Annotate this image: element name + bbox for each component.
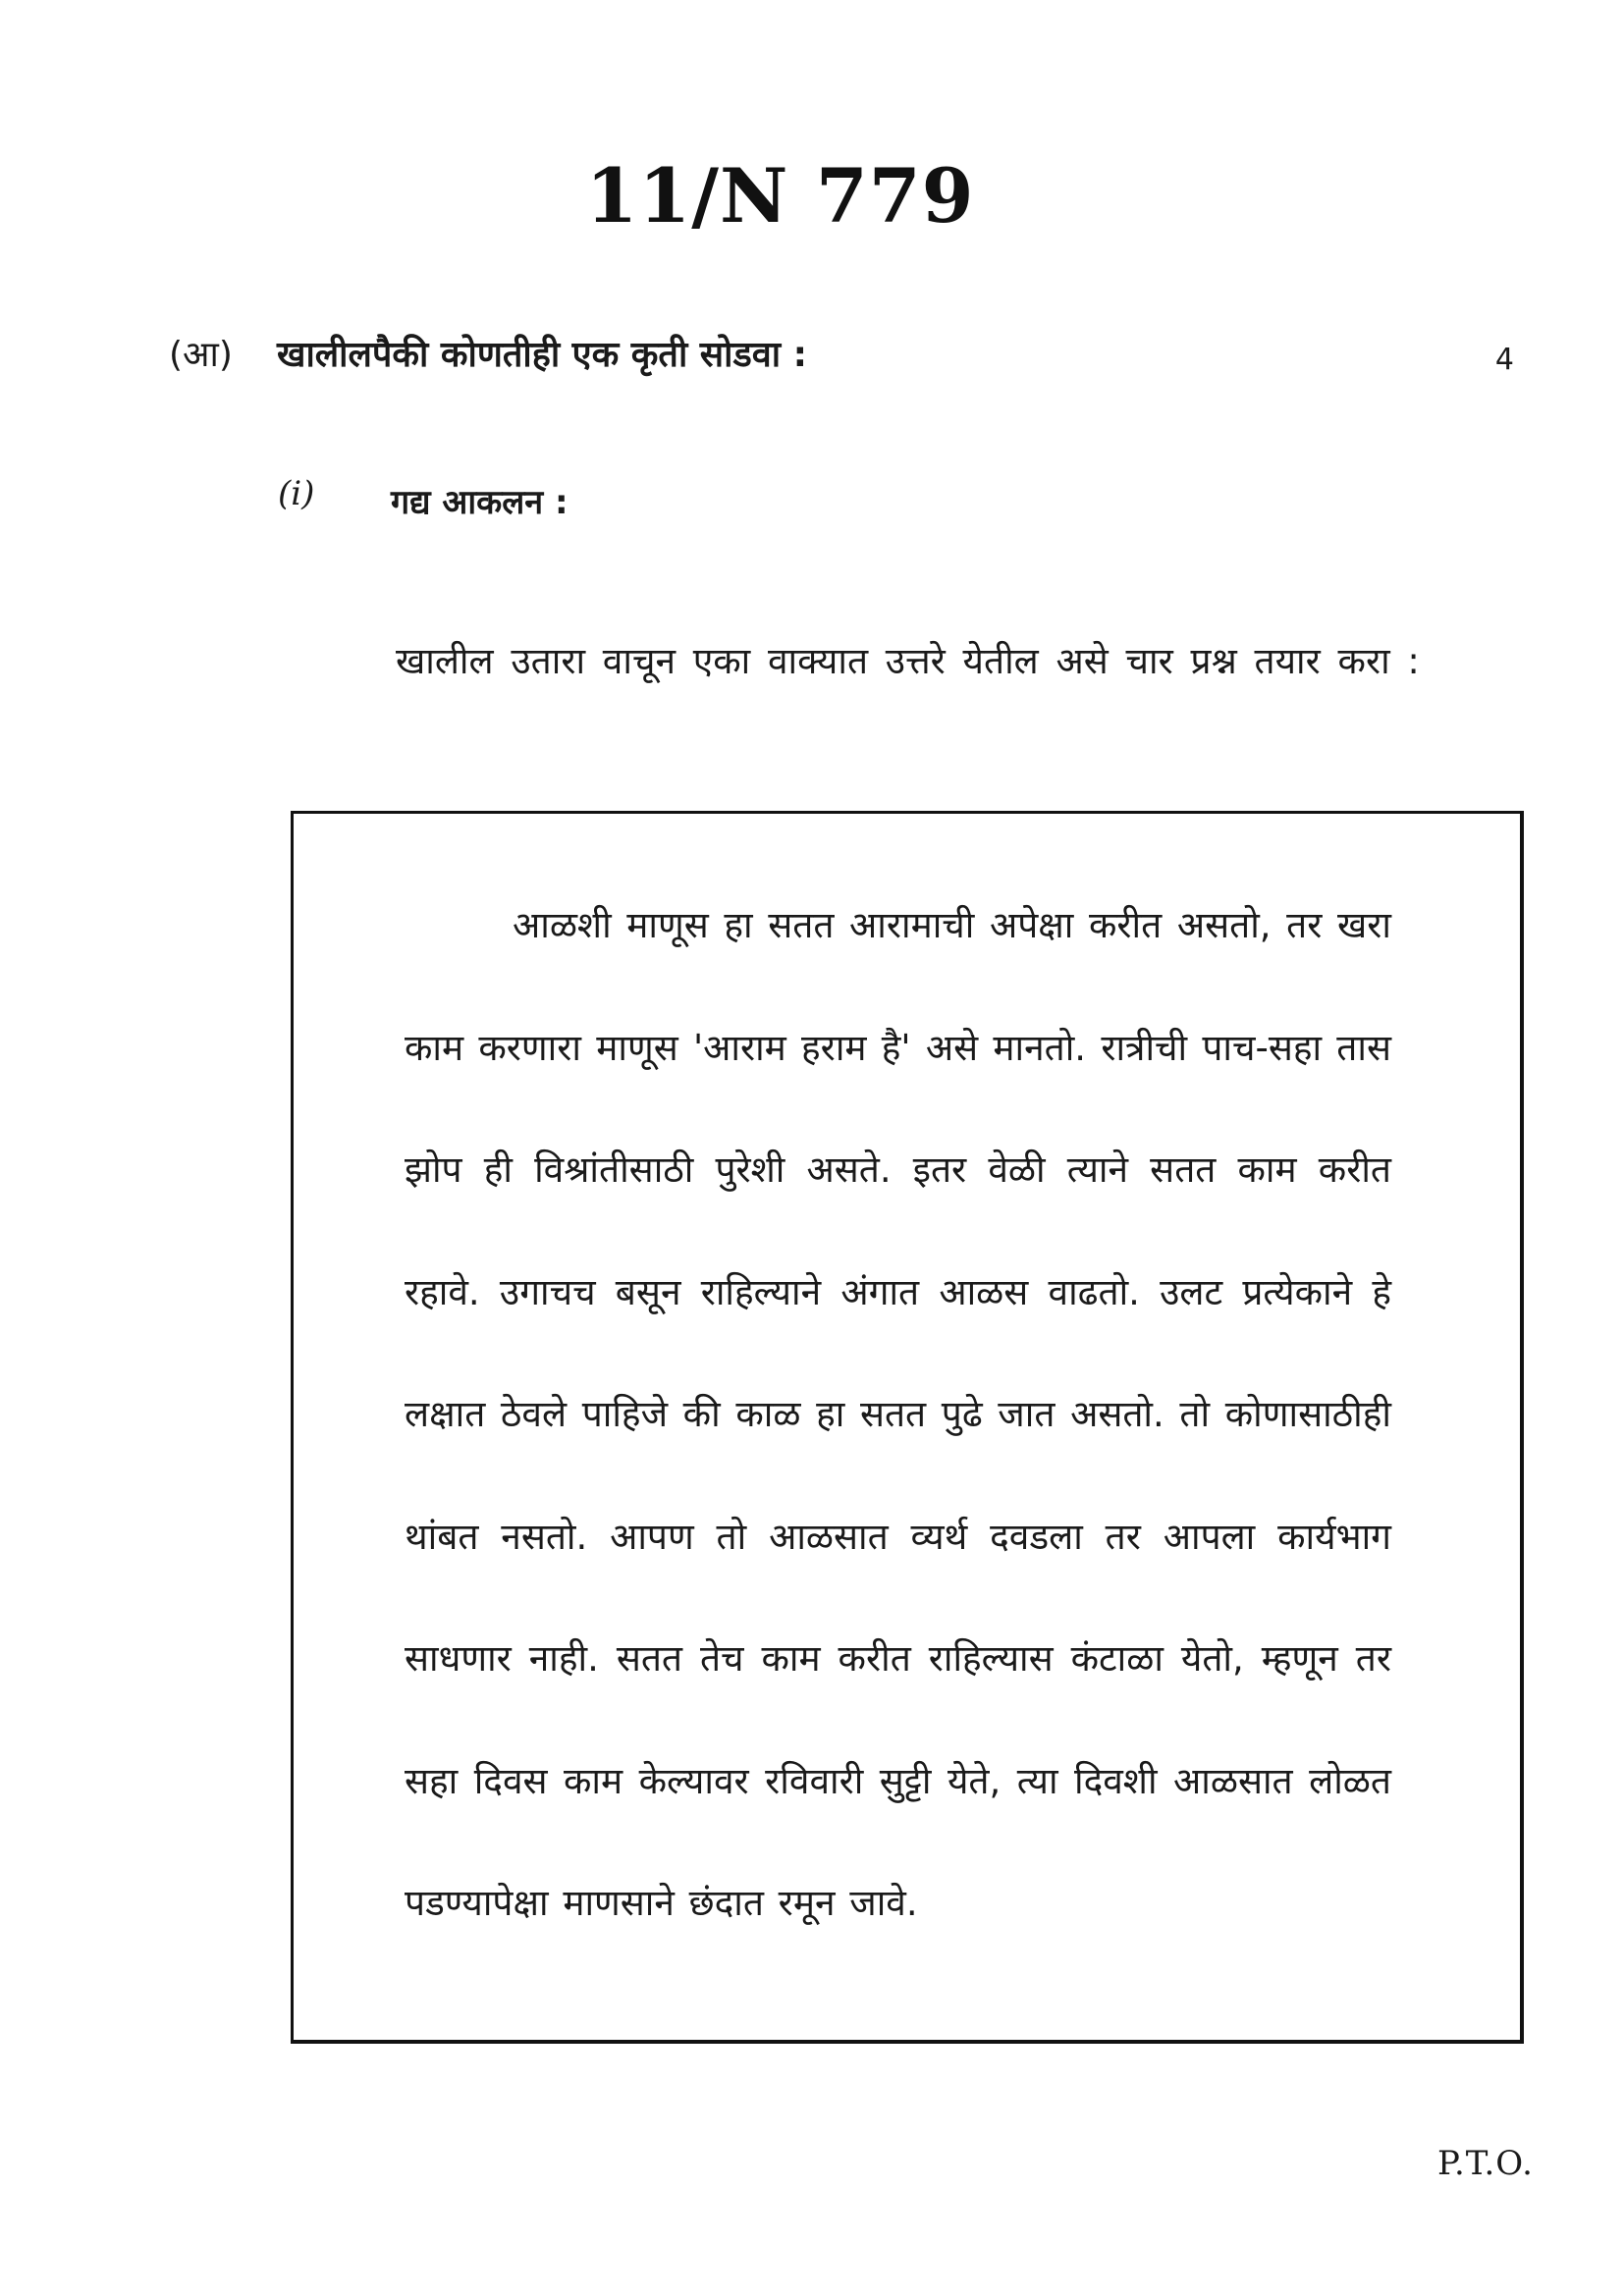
question-label: (आ) xyxy=(169,335,233,375)
question-marks: 4 xyxy=(1494,343,1514,377)
question-text: खालीलपैकी कोणतीही एक कृती सोडवा : xyxy=(277,335,807,375)
paper-code: 11/N 779 xyxy=(585,152,975,240)
pto-label: P.T.O. xyxy=(1437,2144,1534,2183)
subsection-label: (i) xyxy=(278,474,315,513)
passage-text: आळशी माणूस हा सतत आरामाची अपेक्षा करीत असतो, तर खरा काम करणारा माणूस 'आराम हराम है' असे मानतो. रात्रीची पाच-सहा तास झोप ही विश्रांतीसाठी पुरेशी असते. इतर वेळी त्याने सतत काम करीत रहावे. उगाचच बसून राहिल्याने अंगात आळस वाढतो. उलट प्रत्येकाने हे लक्षात ठेवले पाहिजे की काळ हा सतत पुढे जात असतो. तो कोणासाठीही थांबत नसतो. आपण तो आळसात व्यर्थ दवडला तर आपला कार्यभाग साधणार नाही. सतत तेच काम करीत राहिल्यास कंटाळा येतो, म्हणून तर सहा दिवस काम केल्यावर रविवारी सुट्टी येते, त्या दिवशी आळसात लोळत पडण्यापेक्षा माणसाने छंदात रमून जावे. xyxy=(405,904,1391,1924)
instruction-text: खालील उतारा वाचून एका वाक्यात उत्तरे येतील असे चार प्रश्न तयार करा : xyxy=(396,640,1420,682)
passage-box xyxy=(291,811,1524,2044)
subsection-title: गद्य आकलन : xyxy=(391,483,568,522)
